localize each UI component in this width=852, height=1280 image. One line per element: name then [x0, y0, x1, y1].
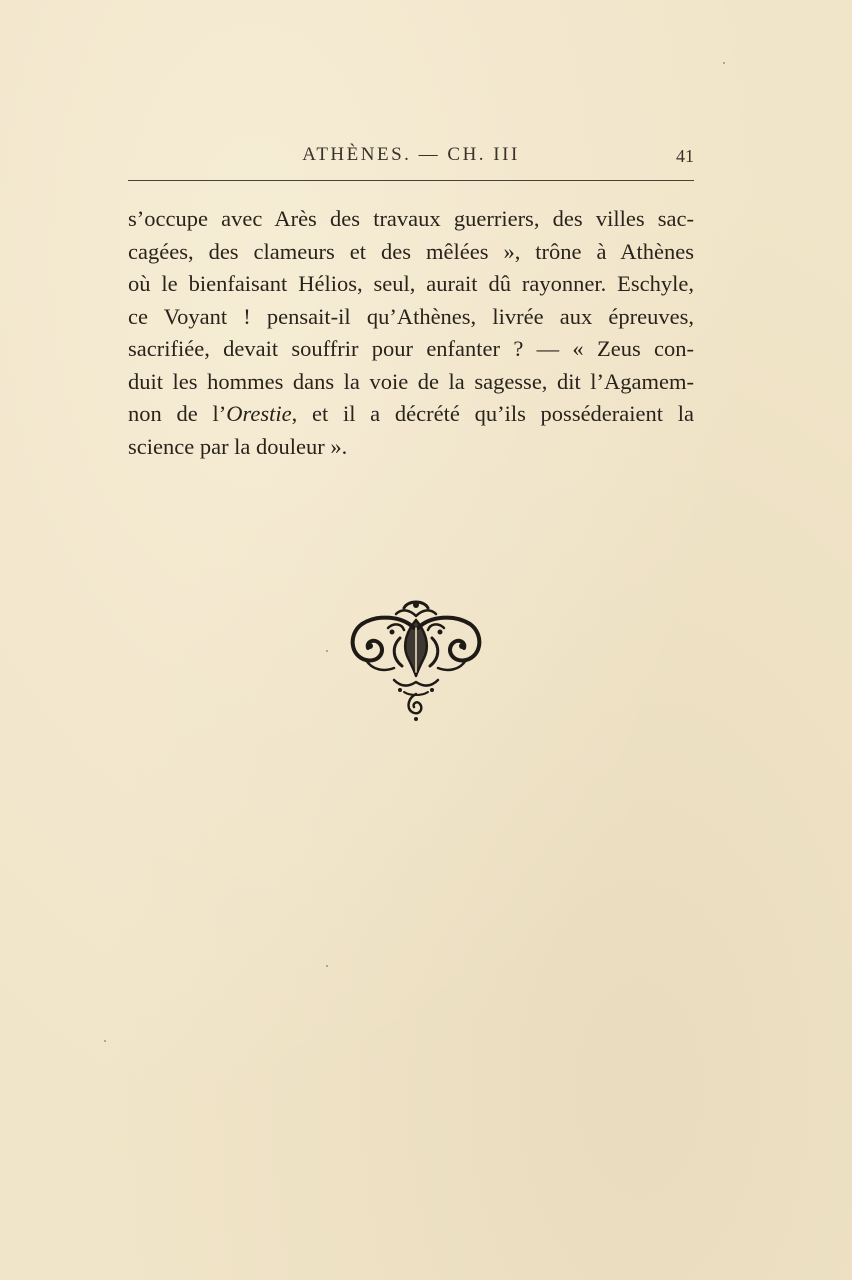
text-line: ce Voyant ! pensait-il qu’Athènes, livrée aux épreuves,	[128, 303, 694, 329]
body-text	[128, 203, 694, 463]
text-segment: non de l’	[128, 401, 227, 426]
text-line: s’occupe avec Arès des travaux guerriers, des villes sac-	[128, 206, 694, 231]
paper-speck	[326, 650, 328, 652]
text-line: où le bienfaisant Hélios, seul, aurait dû rayonner. Eschyle,	[128, 271, 694, 296]
text-line: duit les hommes dans la voie de la sagesse, dit l’Agamem-	[128, 368, 694, 394]
running-head	[128, 140, 694, 176]
header-rule	[128, 180, 694, 181]
text-segment: , et il a décrété qu’ils posséderaient la	[291, 401, 694, 426]
italic-title: Orestie	[226, 401, 292, 426]
page-number: 41	[676, 146, 694, 166]
running-title: ATHÈNES. — CH. III	[302, 144, 520, 165]
paper-speck	[326, 965, 328, 967]
paper-speck	[104, 1040, 106, 1042]
text-line: science par la douleur ».	[128, 433, 348, 459]
fleuron-ornament-icon	[344, 598, 488, 722]
text-line	[128, 398, 694, 431]
text-line: sacrifiée, devait souffrir pour enfanter ? — « Zeus con-	[128, 336, 694, 361]
paper-speck	[723, 62, 725, 64]
text-line: cagées, des clameurs et des mêlées », trône à Athènes	[128, 238, 694, 264]
